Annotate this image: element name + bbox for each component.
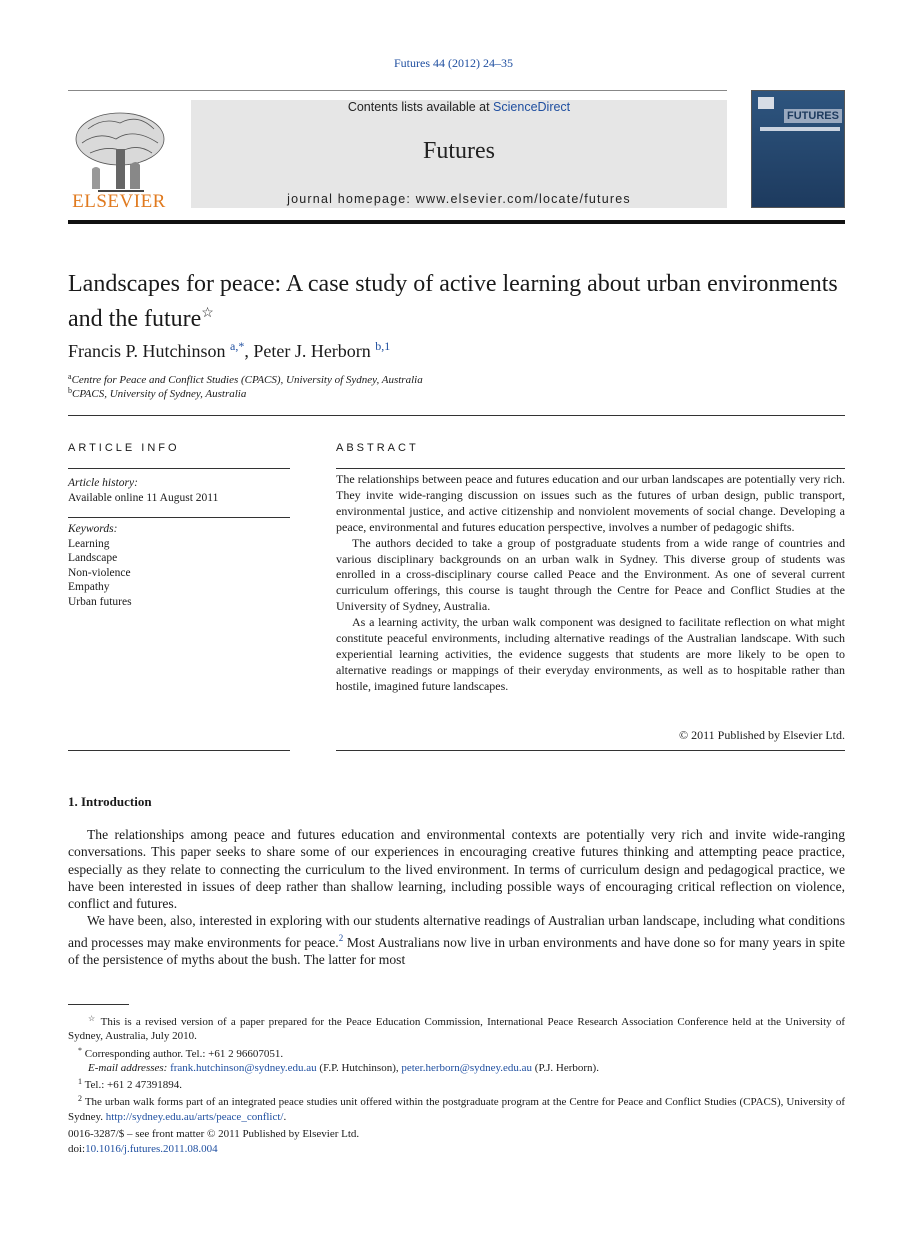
footnote-2 (68, 1092, 845, 1124)
author-list (68, 339, 845, 362)
abstract-heading: ABSTRACT (336, 442, 419, 454)
footnote-corr-mark: * (78, 1045, 82, 1055)
introduction-heading: 1. Introduction (68, 794, 152, 809)
email-link-hutchinson[interactable]: frank.hutchinson@sydney.edu.au (170, 1061, 317, 1074)
footnote-star-text: This is a revised version of a paper prepared for the Peace Education Commission, International Peace Research Association Conference held at the University of Sydney, Australia, July 2010. (68, 1016, 845, 1043)
intro-p2-start: We have been, also, interested in exploring with our students alternative readings of Australian urban landscape, including what conditions and processes may make environments for peace. (68, 913, 845, 950)
cover-title: FUTURES (784, 109, 842, 123)
footnotes (68, 1012, 845, 1124)
affiliation-a-text: Centre for Peace and Conflict Studies (CPACS), University of Sydney, Australia (71, 374, 423, 386)
doi-link[interactable]: 10.1016/j.futures.2011.08.004 (85, 1143, 218, 1155)
cover-subtitle-bar (760, 127, 840, 131)
journal-masthead (191, 100, 727, 208)
peace-conflict-url[interactable]: http://sydney.edu.au/arts/peace_conflict/ (105, 1110, 284, 1123)
contents-line (191, 100, 727, 114)
author2-markers[interactable]: b,1 (375, 339, 391, 353)
article-info-mid-rule (68, 517, 290, 518)
author1-markers[interactable]: a,* (230, 339, 245, 353)
footnote-2-text: The urban walk forms part of an integrated peace studies unit offered within the postgraduate program at the Centre for Peace and Conflict Studies (CPACS), University of Sydney. (68, 1096, 845, 1123)
footnote-corr-text: Corresponding author. Tel.: +61 2 96607051. (84, 1047, 284, 1060)
journal-cover-thumbnail (751, 90, 845, 208)
article-history (68, 476, 290, 505)
abstract-paragraph: As a learning activity, the urban walk component was designed to facilitate reflection on what might constitute peaceful environments, including alternative readings of the Australian landscape. With such experiential learning activities, the evidence suggests that students are more likely to be open to alternative readings or mappings of their everyday environments, as well as to hospitable rather than hostile, imagined future landscapes. (336, 615, 845, 693)
doi-line (68, 1142, 568, 1157)
article-title-text: Landscapes for peace: A case study of active learning about urban environments and the future (68, 271, 838, 332)
abstract-top-rule (336, 468, 845, 469)
article-title (68, 270, 845, 334)
email2-owner: (P.J. Herborn). (532, 1061, 599, 1074)
intro-paragraph-1: The relationships among peace and futures education and environmental contexts are potentially very rich and invite wide-ranging conversations. This paper seeks to share some of our experiences in encouraging creative futures thinking and attempting peace practice, especially as they relate to connecting the curriculum to the lived environment. In terms of curriculum design and pedagogical practice, we have been interested in issues of deep rather than shallow learning, including possible ways of encouraging critical reflection on violence, conflict and futures. (68, 827, 845, 912)
keyword-item: Urban futures (68, 595, 132, 608)
footnote-1-mark: 1 (78, 1077, 82, 1087)
author-separator: , (244, 341, 254, 361)
footnote-2-end: . (283, 1110, 287, 1123)
intro-paragraph-2 (68, 912, 845, 968)
issn-line: 0016-3287/$ – see front matter © 2011 Published by Elsevier Ltd. (68, 1128, 360, 1140)
history-label: Article history: (68, 477, 138, 489)
journal-citation[interactable]: Futures 44 (2012) 24–35 (394, 56, 513, 70)
author-herborn: Peter J. Herborn (253, 341, 371, 361)
journal-homepage[interactable]: journal homepage: www.elsevier.com/locate/futures (287, 192, 631, 206)
footnote-star-mark: ☆ (88, 1014, 97, 1023)
contents-prefix: Contents lists available at (347, 100, 494, 114)
affiliation-b-mark: b (68, 386, 72, 395)
email1-owner: (F.P. Hutchinson), (316, 1061, 402, 1074)
title-note-marker[interactable]: ☆ (201, 306, 214, 321)
abstract-copyright: © 2011 Published by Elsevier Ltd. (679, 728, 845, 742)
affiliation-a (68, 372, 845, 386)
affiliation-b-text: CPACS, University of Sydney, Australia (72, 388, 247, 400)
abstract-paragraph: The relationships between peace and futures education and our urban landscapes are potentially very rich. They invite wide-ranging discussion on issues such as the futures of urban design, public transport, environmental justice, and active citizenship and nonviolent movements of social change. Developing a peace, environmental and futures education perspective, involves a number of pedagogic shifts. (336, 472, 845, 534)
masthead-bottom-rule (68, 220, 845, 224)
author-hutchinson: Francis P. Hutchinson (68, 341, 226, 361)
keywords-block (68, 522, 290, 609)
article-info-bottom-rule (68, 750, 290, 751)
email-label: E-mail addresses: (88, 1061, 168, 1074)
history-value: Available online 11 August 2011 (68, 491, 219, 504)
footnote-1 (68, 1075, 845, 1092)
footnote-emails (68, 1061, 845, 1075)
masthead-top-rule (68, 90, 727, 91)
header-divider (68, 415, 845, 416)
footnote-rule (68, 1004, 129, 1005)
footnote-corresponding (68, 1044, 845, 1061)
introduction-body (68, 826, 845, 968)
intro-p2-end: Most Australians now live in urban environments and have done so for many years in spite of the persistence of myths about the bush. The latter for most (68, 934, 845, 968)
sciencedirect-link[interactable]: ScienceDirect (493, 100, 571, 114)
keyword-item: Empathy (68, 581, 110, 593)
doi-label: doi: (68, 1143, 86, 1155)
journal-name: Futures (423, 138, 495, 164)
footnote-1-text: Tel.: +61 2 47391894. (84, 1079, 182, 1092)
affiliation-a-mark: a (68, 372, 72, 381)
front-matter (68, 1127, 568, 1157)
article-info-top-rule (68, 468, 290, 469)
cover-publisher-mark (758, 97, 774, 109)
abstract-paragraph: The authors decided to take a group of postgraduate students from a wide range of countries and various disciplinary backgrounds on an urban walk in Sydney. This diverse group of students was enrolled in a cross-disciplinary course called Peace and the Environment. As one of several current curriculum offerings, this course is taught through the Centre for Peace and Conflict Studies at the University of Sydney, Australia. (336, 535, 845, 614)
footnote-star (68, 1012, 845, 1044)
article-info-heading: ARTICLE INFO (68, 442, 180, 454)
footnote-ref-2[interactable]: 2 (338, 932, 344, 943)
abstract-body (336, 472, 845, 695)
keyword-item: Non-violence (68, 566, 131, 579)
footnote-2-mark: 2 (78, 1094, 82, 1104)
email-link-herborn[interactable]: peter.herborn@sydney.edu.au (401, 1061, 533, 1074)
affiliation-b (68, 386, 845, 400)
abstract-bottom-rule (336, 750, 845, 751)
keywords-label: Keywords: (68, 523, 118, 535)
elsevier-wordmark: ELSEVIER (72, 191, 166, 212)
keyword-item: Learning (68, 537, 110, 550)
keyword-item: Landscape (68, 552, 118, 564)
